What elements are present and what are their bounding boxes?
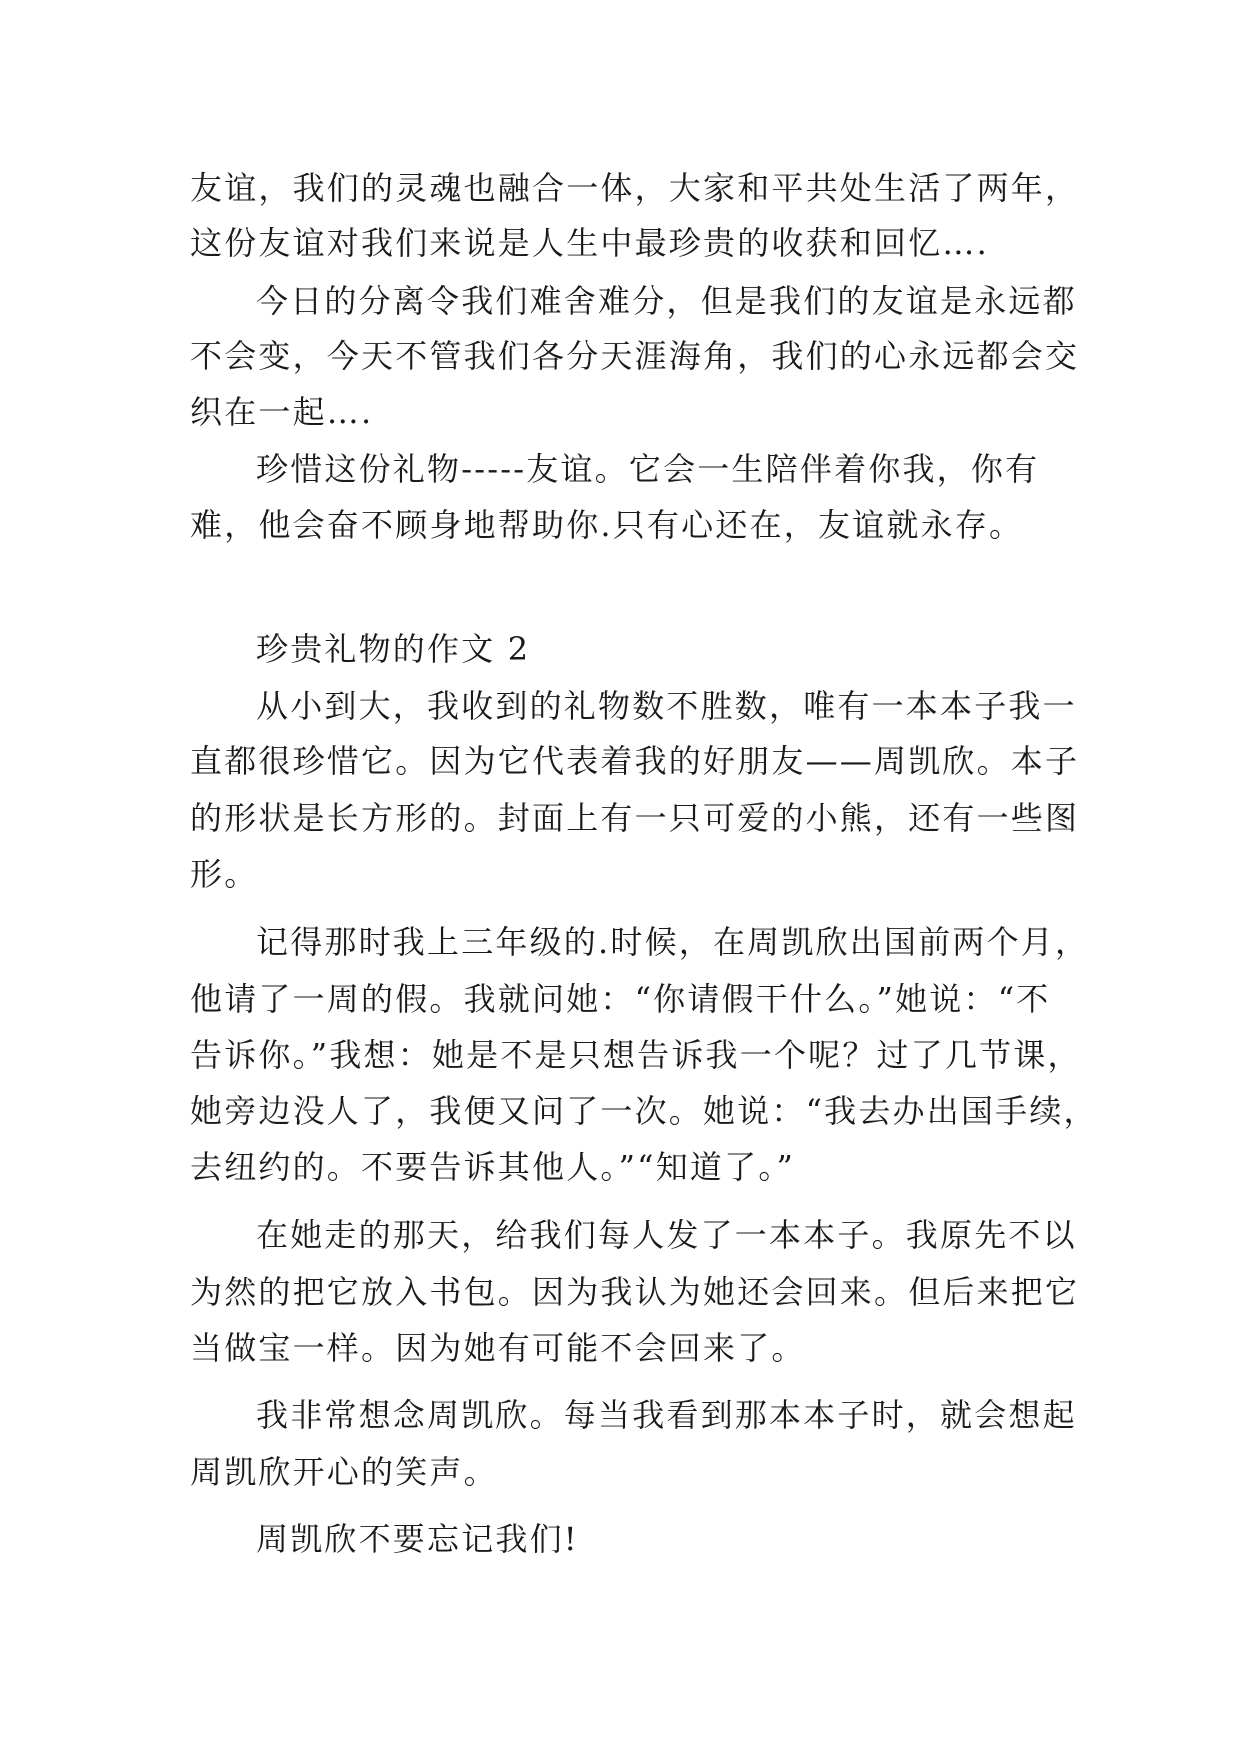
text-line: 织在一起…. (190, 393, 374, 431)
text-line: 不会变，今天不管我们各分天涯海角，我们的心永远都会交 (190, 337, 1080, 375)
text-line: 在她走的那天，给我们每人发了一本本子。我原先不以 (256, 1216, 1077, 1254)
text-line: 直都很珍惜它。因为它代表着我的好朋友——周凯欣。本子 (190, 742, 1080, 780)
text-line: 难，他会奋不顾身地帮助你.只有心还在，友谊就永存。 (190, 506, 1024, 544)
text-line: 他请了一周的假。我就问她：“你请假干什么。”她说：“不 (190, 980, 1051, 1018)
text-line: 告诉你。”我想：她是不是只想告诉我一个呢？过了几节课， (190, 1036, 1082, 1074)
section-title: 珍贵礼物的作文 2 (256, 630, 531, 668)
text-line: 周凯欣不要忘记我们! (256, 1520, 579, 1558)
text-line: 今日的分离令我们难舍难分，但是我们的友谊是永远都 (256, 282, 1077, 320)
text-line: 从小到大，我收到的礼物数不胜数，唯有一本本子我一 (256, 687, 1077, 725)
text-line: 为然的把它放入书包。因为我认为她还会回来。但后来把它 (190, 1273, 1080, 1311)
text-line: 当做宝一样。因为她有可能不会回来了。 (190, 1329, 806, 1367)
text-line: 她旁边没人了，我便又问了一次。她说：“我去办出国手续， (190, 1092, 1098, 1130)
text-line: 形。 (190, 855, 259, 893)
text-line: 周凯欣开心的笑声。 (190, 1453, 498, 1491)
text-line: 记得那时我上三年级的.时候，在周凯欣出国前两个月， (256, 923, 1090, 961)
text-line: 珍惜这份礼物-----友谊。它会一生陪伴着你我，你有 (256, 450, 1040, 488)
text-line: 去纽约的。不要告诉其他人。”“知道了。” (190, 1148, 796, 1186)
text-line: 的形状是长方形的。封面上有一只可爱的小熊，还有一些图 (190, 799, 1080, 837)
text-line: 这份友谊对我们来说是人生中最珍贵的收获和回忆…. (190, 224, 989, 262)
text-line: 我非常想念周凯欣。每当我看到那本本子时，就会想起 (256, 1396, 1077, 1434)
text-line: 友谊，我们的灵魂也融合一体，大家和平共处生活了两年， (190, 169, 1080, 207)
